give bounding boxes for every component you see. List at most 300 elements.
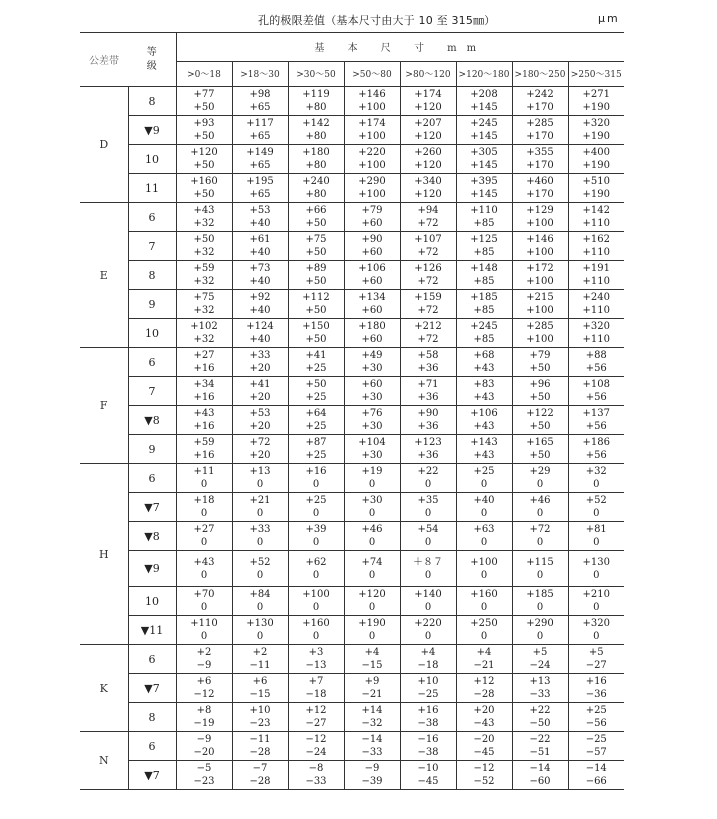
grade-cell: 8 (128, 261, 176, 290)
deviation-cell (344, 203, 400, 232)
table-row (80, 232, 624, 261)
table-row (80, 493, 624, 522)
upper-deviation: +140 (414, 589, 442, 600)
upper-deviation: +320 (582, 618, 610, 629)
upper-deviation: +212 (414, 321, 442, 332)
upper-deviation: +76 (361, 408, 383, 419)
lower-deviation: 0 (536, 479, 544, 490)
upper-deviation: +77 (193, 89, 215, 100)
grade-cell: 10 (128, 145, 176, 174)
upper-deviation: +2 (252, 647, 268, 658)
deviation-cell (456, 319, 512, 348)
lower-deviation: 0 (593, 602, 600, 613)
upper-deviation: −5 (196, 763, 212, 774)
upper-deviation: +215 (526, 292, 554, 303)
deviation-cell (288, 261, 344, 290)
upper-deviation: +146 (526, 234, 554, 245)
deviation-cell (400, 551, 456, 587)
deviation-cell (288, 116, 344, 145)
title-bar (0, 10, 717, 28)
upper-deviation: +130 (246, 618, 274, 629)
deviation-cell (232, 587, 288, 616)
upper-deviation: +130 (582, 556, 610, 568)
header-range-3: >50～80 (344, 61, 400, 86)
deviation-cell (344, 116, 400, 145)
lower-deviation: +110 (582, 334, 610, 345)
deviation-cell (400, 645, 456, 674)
deviation-cell (568, 674, 624, 703)
upper-deviation: +290 (358, 176, 386, 187)
lower-deviation: +110 (582, 247, 610, 258)
deviation-cell (344, 761, 400, 790)
upper-deviation: +72 (529, 524, 551, 535)
table-row (80, 587, 624, 616)
lower-deviation: 0 (480, 479, 488, 490)
lower-deviation: +100 (526, 305, 554, 316)
upper-deviation: +33 (249, 350, 271, 361)
deviation-cell (568, 551, 624, 587)
deviation-cell (400, 116, 456, 145)
lower-deviation: 0 (480, 537, 488, 548)
deviation-cell (456, 290, 512, 319)
lower-deviation: 0 (312, 537, 320, 548)
deviation-cell (400, 348, 456, 377)
deviation-cell (568, 290, 624, 319)
tolerance-zone-D: D (80, 87, 128, 203)
deviation-cell (232, 522, 288, 551)
deviation-cell (176, 203, 232, 232)
deviation-cell (512, 406, 568, 435)
upper-deviation: +9 (364, 676, 380, 687)
grade-cell: 9 (128, 290, 176, 319)
lower-deviation: +16 (193, 392, 215, 403)
lower-deviation: −32 (361, 718, 383, 729)
deviation-cell (288, 732, 344, 761)
lower-deviation: +80 (305, 131, 327, 142)
upper-deviation: +63 (473, 524, 495, 535)
deviation-cell (232, 732, 288, 761)
deviation-cell (456, 674, 512, 703)
lower-deviation: 0 (480, 569, 488, 581)
lower-deviation: 0 (368, 631, 376, 642)
deviation-cell (400, 377, 456, 406)
deviation-cell (288, 377, 344, 406)
table-row (80, 87, 624, 116)
lower-deviation: +40 (249, 247, 271, 258)
upper-deviation: +94 (417, 205, 439, 216)
deviation-cell (456, 145, 512, 174)
lower-deviation: −50 (529, 718, 551, 729)
deviation-cell (400, 703, 456, 732)
deviation-cell (568, 761, 624, 790)
lower-deviation: +16 (193, 450, 215, 461)
upper-deviation: +119 (302, 89, 330, 100)
upper-deviation: +34 (193, 379, 215, 390)
upper-deviation: +5 (588, 647, 604, 658)
deviation-cell (176, 290, 232, 319)
deviation-cell (568, 87, 624, 116)
upper-deviation: +125 (470, 234, 498, 245)
upper-deviation: +160 (190, 176, 218, 187)
upper-deviation: +53 (249, 205, 271, 216)
deviation-cell (456, 348, 512, 377)
upper-deviation: +16 (417, 705, 439, 716)
deviation-cell (232, 348, 288, 377)
lower-deviation: 0 (593, 537, 600, 548)
deviation-cell (568, 319, 624, 348)
upper-deviation: +110 (470, 205, 498, 216)
upper-deviation: +143 (470, 437, 498, 448)
deviation-cell (512, 348, 568, 377)
lower-deviation: 0 (312, 602, 320, 613)
deviation-cell (232, 493, 288, 522)
deviation-cell (456, 203, 512, 232)
deviation-cell (400, 406, 456, 435)
upper-deviation: +50 (305, 379, 327, 390)
upper-deviation: +90 (361, 234, 383, 245)
upper-deviation: +174 (358, 118, 386, 129)
upper-deviation: −12 (305, 734, 327, 745)
upper-deviation: +61 (249, 234, 271, 245)
lower-deviation: +32 (193, 276, 215, 287)
upper-deviation: +43 (193, 205, 215, 216)
deviation-cell (288, 645, 344, 674)
lower-deviation: 0 (480, 602, 488, 613)
deviation-cell (568, 435, 624, 464)
deviation-cell (288, 761, 344, 790)
upper-deviation: +190 (358, 618, 386, 629)
upper-deviation: +5 (532, 647, 548, 658)
header-basic-size: 基 本 尺 寸 mm (176, 33, 624, 62)
upper-deviation: +106 (470, 408, 498, 419)
deviation-cell (176, 587, 232, 616)
deviation-cell (288, 290, 344, 319)
deviation-cell (288, 145, 344, 174)
upper-deviation: +129 (526, 205, 554, 216)
lower-deviation: 0 (536, 537, 544, 548)
lower-deviation: 0 (368, 508, 376, 519)
upper-deviation: −9 (196, 734, 212, 745)
deviation-cell (344, 348, 400, 377)
table-row (80, 174, 624, 203)
lower-deviation: +50 (193, 102, 215, 113)
upper-deviation: +33 (249, 524, 271, 535)
upper-deviation: +32 (585, 466, 607, 477)
grade-cell: 7 (128, 377, 176, 406)
lower-deviation: +80 (305, 160, 327, 171)
grade-cell: 11 (128, 174, 176, 203)
deviation-cell (512, 261, 568, 290)
lower-deviation: +60 (361, 305, 383, 316)
lower-deviation: +40 (249, 276, 271, 287)
deviation-cell (400, 674, 456, 703)
deviation-cell (456, 732, 512, 761)
upper-deviation: +25 (473, 466, 495, 477)
lower-deviation: 0 (200, 602, 208, 613)
deviation-cell (344, 587, 400, 616)
lower-deviation: 0 (593, 569, 600, 581)
upper-deviation: +149 (246, 147, 274, 158)
upper-deviation: +320 (582, 321, 610, 332)
deviation-cell (456, 761, 512, 790)
upper-deviation: +195 (246, 176, 274, 187)
lower-deviation: +170 (526, 189, 554, 200)
grade-cell: 6 (128, 645, 176, 674)
table-body (80, 87, 624, 790)
lower-deviation: −45 (473, 747, 495, 758)
upper-deviation: −20 (473, 734, 495, 745)
upper-deviation: −11 (249, 734, 271, 745)
lower-deviation: −38 (417, 747, 439, 758)
upper-deviation: +460 (526, 176, 554, 187)
upper-deviation: +124 (246, 321, 274, 332)
deviation-cell (288, 464, 344, 493)
deviation-cell (232, 406, 288, 435)
upper-deviation: +122 (526, 408, 554, 419)
upper-deviation: −14 (585, 763, 607, 774)
deviation-cell (288, 174, 344, 203)
deviation-cell (512, 290, 568, 319)
upper-deviation: +92 (249, 292, 271, 303)
upper-deviation: +4 (476, 647, 492, 658)
lower-deviation: −18 (417, 660, 439, 671)
lower-deviation: +60 (361, 276, 383, 287)
upper-deviation: +41 (305, 350, 327, 361)
lower-deviation: 0 (312, 631, 320, 642)
lower-deviation: 0 (536, 631, 544, 642)
lower-deviation: 0 (200, 569, 208, 581)
grade-cell: ▼11 (128, 616, 176, 645)
deviation-cell (344, 616, 400, 645)
upper-deviation: +110 (190, 618, 218, 629)
lower-deviation: +25 (305, 450, 327, 461)
deviation-cell (568, 203, 624, 232)
deviation-cell (344, 645, 400, 674)
lower-deviation: +190 (582, 102, 610, 113)
unit-label: μm (598, 12, 620, 25)
upper-deviation: +245 (470, 321, 498, 332)
upper-deviation: +250 (470, 618, 498, 629)
lower-deviation: −38 (417, 718, 439, 729)
lower-deviation: +120 (414, 131, 442, 142)
deviation-cell (176, 551, 232, 587)
lower-deviation: +50 (193, 189, 215, 200)
lower-deviation: +170 (526, 102, 554, 113)
lower-deviation: +72 (417, 334, 439, 345)
deviation-cell (232, 116, 288, 145)
upper-deviation: +123 (414, 437, 442, 448)
lower-deviation: +56 (585, 450, 607, 461)
upper-deviation: +68 (473, 350, 495, 361)
table-title: 孔的极限差值（基本尺寸由大于 10 至 315㎜） (258, 14, 496, 27)
lower-deviation: +120 (414, 102, 442, 113)
lower-deviation: −28 (249, 776, 271, 787)
upper-deviation: +106 (358, 263, 386, 274)
lower-deviation: −60 (529, 776, 551, 787)
upper-deviation: +35 (417, 495, 439, 506)
lower-deviation: +170 (526, 160, 554, 171)
lower-deviation: +40 (249, 334, 271, 345)
upper-deviation: +93 (193, 118, 215, 129)
deviation-cell (568, 348, 624, 377)
lower-deviation: +50 (529, 421, 551, 432)
deviation-cell (176, 145, 232, 174)
deviation-cell (568, 406, 624, 435)
lower-deviation: 0 (312, 569, 320, 581)
deviation-cell (344, 435, 400, 464)
grade-cell: 6 (128, 464, 176, 493)
lower-deviation: −15 (361, 660, 383, 671)
deviation-cell (344, 261, 400, 290)
upper-deviation: +260 (414, 147, 442, 158)
table-row (80, 290, 624, 319)
deviation-cell (512, 703, 568, 732)
table-row (80, 645, 624, 674)
deviation-cell (344, 406, 400, 435)
tolerance-zone-H: H (80, 464, 128, 645)
deviation-cell (288, 348, 344, 377)
lower-deviation: −25 (417, 689, 439, 700)
deviation-cell (176, 232, 232, 261)
lower-deviation: +50 (529, 450, 551, 461)
deviation-cell (344, 319, 400, 348)
lower-deviation: +30 (361, 421, 383, 432)
lower-deviation: −28 (473, 689, 495, 700)
deviation-cell (176, 377, 232, 406)
deviation-cell (512, 203, 568, 232)
lower-deviation: −43 (473, 718, 495, 729)
header-range-7: >250～315 (568, 61, 624, 86)
header-grade-text: 等级 (146, 46, 157, 72)
upper-deviation: +271 (582, 89, 610, 100)
deviation-cell (512, 464, 568, 493)
lower-deviation: +65 (249, 189, 271, 200)
deviation-cell (288, 319, 344, 348)
grade-cell: 6 (128, 732, 176, 761)
deviation-cell (400, 87, 456, 116)
deviation-cell (568, 493, 624, 522)
upper-deviation: +285 (526, 321, 554, 332)
deviation-cell (400, 290, 456, 319)
lower-deviation: +145 (470, 189, 498, 200)
lower-deviation: −51 (529, 747, 551, 758)
deviation-cell (232, 551, 288, 587)
deviation-cell (456, 522, 512, 551)
upper-deviation: −7 (252, 763, 268, 774)
deviation-cell (400, 232, 456, 261)
deviation-cell (176, 703, 232, 732)
deviation-cell (176, 493, 232, 522)
lower-deviation: +80 (305, 102, 327, 113)
table-row (80, 145, 624, 174)
upper-deviation: +88 (585, 350, 607, 361)
upper-deviation: +16 (305, 466, 327, 477)
upper-deviation: +66 (305, 205, 327, 216)
deviation-cell (344, 493, 400, 522)
lower-deviation: +16 (193, 363, 215, 374)
upper-deviation: +108 (582, 379, 610, 390)
lower-deviation: −33 (361, 747, 383, 758)
lower-deviation: 0 (424, 508, 432, 519)
grade-cell: 7 (128, 232, 176, 261)
upper-deviation: −14 (361, 734, 383, 745)
upper-deviation: +160 (470, 589, 498, 600)
upper-deviation: +59 (193, 263, 215, 274)
table-row (80, 732, 624, 761)
deviation-cell (176, 522, 232, 551)
deviation-cell (512, 674, 568, 703)
grade-cell: ▼9 (128, 551, 176, 587)
lower-deviation: −20 (193, 747, 215, 758)
upper-deviation: +74 (361, 556, 383, 568)
lower-deviation: −36 (585, 689, 607, 700)
upper-deviation: −16 (417, 734, 439, 745)
lower-deviation: −66 (585, 776, 607, 787)
deviation-cell (400, 587, 456, 616)
lower-deviation: +50 (529, 363, 551, 374)
lower-deviation: +190 (582, 131, 610, 142)
upper-deviation: +100 (470, 556, 498, 568)
upper-deviation: +90 (417, 408, 439, 419)
header-range-0: >0～18 (176, 61, 232, 86)
deviation-cell (400, 145, 456, 174)
table-row (80, 319, 624, 348)
upper-deviation: +10 (249, 705, 271, 716)
deviation-cell (456, 645, 512, 674)
deviation-cell (400, 522, 456, 551)
upper-deviation: +81 (585, 524, 607, 535)
lower-deviation: +50 (305, 218, 327, 229)
lower-deviation: +56 (585, 392, 607, 403)
table-row (80, 435, 624, 464)
deviation-cell (512, 645, 568, 674)
lower-deviation: +30 (361, 392, 383, 403)
upper-deviation: +43 (193, 556, 215, 568)
lower-deviation: +85 (473, 218, 495, 229)
deviation-cell (344, 145, 400, 174)
lower-deviation: +36 (417, 363, 439, 374)
upper-deviation: +185 (470, 292, 498, 303)
table-row (80, 464, 624, 493)
deviation-cell (176, 435, 232, 464)
deviation-cell (568, 174, 624, 203)
upper-deviation: +160 (302, 618, 330, 629)
lower-deviation: 0 (424, 537, 432, 548)
deviation-cell (176, 348, 232, 377)
deviation-cell (344, 522, 400, 551)
upper-deviation: +142 (582, 205, 610, 216)
lower-deviation: +20 (249, 450, 271, 461)
header-range-2: >30～50 (288, 61, 344, 86)
upper-deviation: +210 (582, 589, 610, 600)
upper-deviation: +40 (473, 495, 495, 506)
upper-deviation: −25 (585, 734, 607, 745)
lower-deviation: −21 (361, 689, 383, 700)
deviation-cell (512, 493, 568, 522)
upper-deviation: +395 (470, 176, 498, 187)
upper-deviation: −8 (308, 763, 324, 774)
grade-cell: 10 (128, 587, 176, 616)
upper-deviation: +41 (249, 379, 271, 390)
lower-deviation: 0 (200, 631, 208, 642)
table-row (80, 203, 624, 232)
upper-deviation: +50 (193, 234, 215, 245)
lower-deviation: −39 (361, 776, 383, 787)
lower-deviation: +32 (193, 247, 215, 258)
lower-deviation: +50 (305, 247, 327, 258)
deviation-cell (456, 87, 512, 116)
header-range-4: >80～120 (400, 61, 456, 86)
